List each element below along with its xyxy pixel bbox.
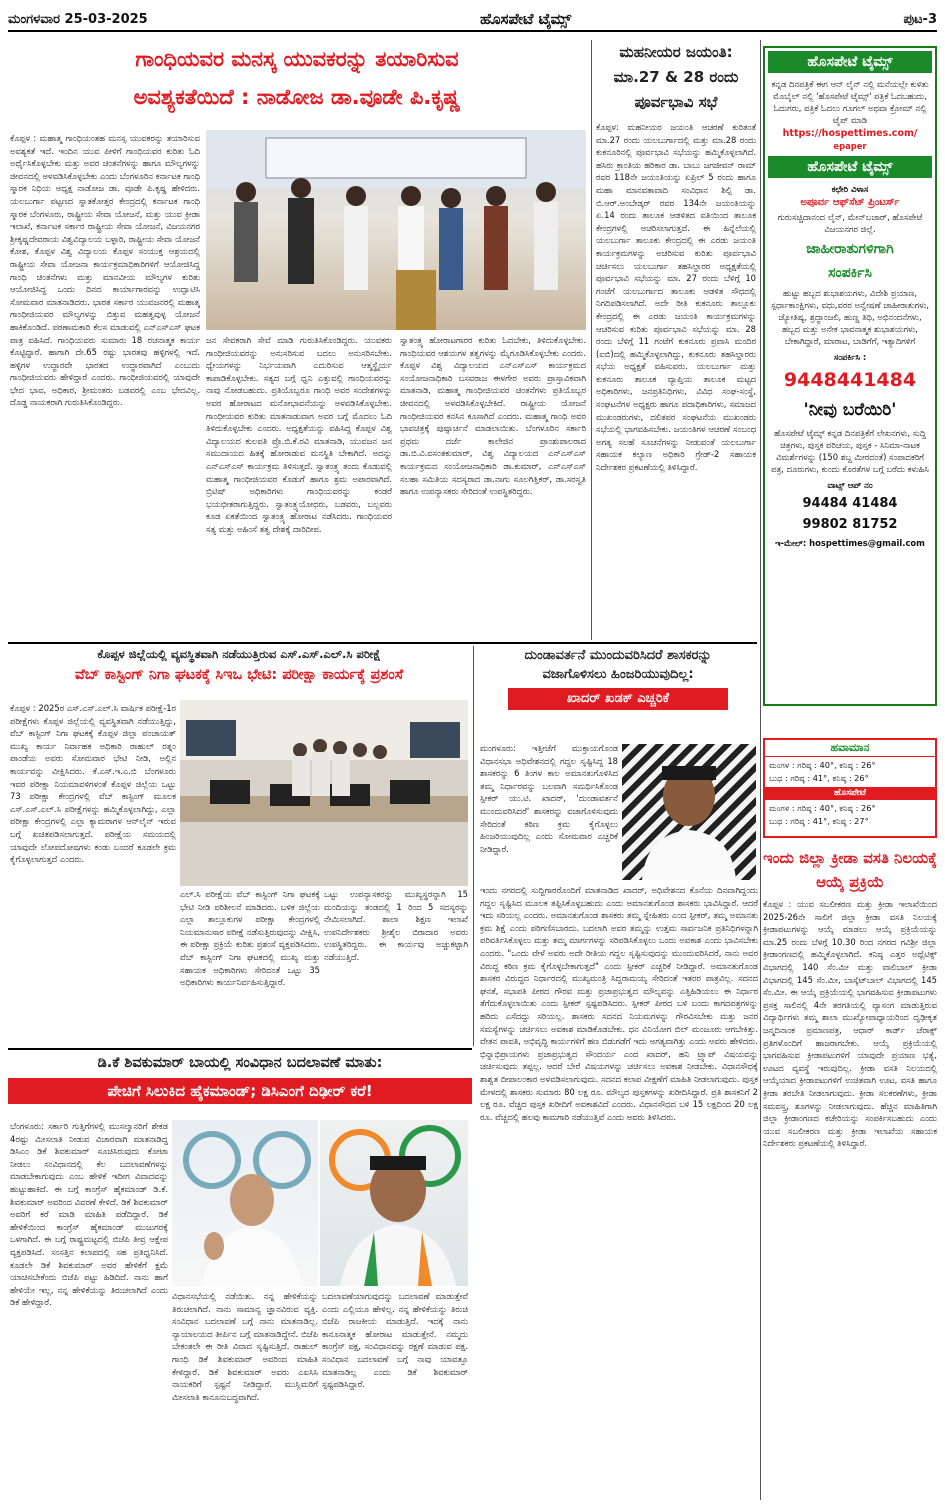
weather-day: ಬುಧ: [769, 816, 783, 826]
sslc-col-2-text: ಎಲ್.ಸಿ ಪರೀಕ್ಷೆಯ ವೆಬ್ ಕಾಸ್ಟಿಂಗ್ ನಿಗಾ ಘಟಕಕ್ಕೆ ಭೇಟಿ ನೀಡಿ ಪರಿಶೀಲನೆ ಮಾಡಿದರು. ಬಳಿಕ ಜಿಲ್ಲೆಯ ಎಲ್ಲಾ ತಾಲ್ಲೂಕುಗಳ ಪರೀಕ್ಷಾ ಕೇಂದ್ರಗಳಲ್ಲಿ ನಿಯಮಾನುಸಾರ ಪರೀಕ್ಷೆ ನಡೆಸುತ್ತಿರುವುದನ್ನು ವೀಕ್ಷಿಸಿ, ಈ ಪರೀಕ್ಷಾ ಪ್ರಕ್ರಿಯೆ ಕುರಿತು ಪ್ರಶಂಸೆ ವ್ಯಕ್ತಪಡಿಸಿದರು. ವೆಬ್ ಕಾಸ್ಟಿಂಗ್ ನಿಗಾ ಘಟಕದಲ್ಲಿ ಮುಖ್ಯ ಮತ್ತು ಸಹಾಯಕ ಅಧಿಕಾರಿಗಳು ಸೇರಿದಂತೆ ಒಟ್ಟು 35 ಅಧಿಕಾರಿಗಳು ಕಾರ್ಯನಿರ್ವಹಿಸುತ್ತಿದ್ದಾರೆ.: [180, 889, 320, 988]
khader-intro-text: ಮಂಗಳೂರು: ಇತ್ತೀಚೆಗೆ ಮುಕ್ತಾಯಗೊಂಡ ವಿಧಾನಸಭಾ ಅಧಿವೇಶನದಲ್ಲಿ ಗದ್ದಲ ಸೃಷ್ಟಿಸಿದ್ದ 18 ಶಾಸಕರನ್ನು 6 ತಿಂಗಳ ಕಾಲ ಅಮಾನತುಗೊಳಿಸಿದ ತಮ್ಮ ನಿರ್ಧಾರವನ್ನು ಬಲವಾಗಿ ಸಮರ್ಥಿಸಿಕೊಂಡ ಸ್ಪೀಕರ್ ಯು.ಟಿ. ಖಾದರ್, 'ದುಂಡಾವರ್ತನೆ ಮುಂದುವರಿಸಿದರೆ' ಶಾಸಕರನ್ನು ವಜಾಗೊಳಿಸುವುದು ಸೇರಿದಂತೆ ಕಠಿಣ ಕ್ರಮ ಕೈಗೊಳ್ಳಲು ಹಿಂಜರಿಯುವುದಿಲ್ಲ ಎಂದು ಸೋಮವಾರ ಎಚ್ಚರಿಕೆ ನೀಡಿದ್ದಾರೆ.: [480, 743, 618, 854]
page-number: ಪುಟ-3: [903, 11, 937, 27]
weather-rows: [765, 757, 935, 787]
sslc-col-3-text: ಒಟ್ಟು ಉಪನ್ಯಾಸಕರನ್ನು ಮುಖ್ಯಸ್ಥರನ್ನಾಗಿ 15 ಮಂದಿಯನ್ನು ತಂಡದಲ್ಲಿ 1 ರಿಂದ 5 ಸದಸ್ಯರನ್ನು ನೇಮಿಸಲಾಗಿದೆ. ಶಾಲಾ ಶಿಕ್ಷಣ ಇಲಾಖೆ ಉಪನಿರ್ದೇಶಕರು ಶ್ರೀಶೈಲ ಬಿರಾದಾರ ಅವರು ಉಪಸ್ಥಿತರಿದ್ದರು. ಈ ಕಾರ್ಯವು ಅಚ್ಚುಕಟ್ಟಾಗಿ ನಡೆಯುತ್ತಿದೆ.: [324, 889, 468, 962]
ad-phone-big: 9448441484: [783, 369, 917, 391]
sports-article: [763, 846, 937, 1500]
weather-row: [769, 759, 931, 772]
lead-col-1-text: ಕೊಪ್ಪಳ : ಮಹಾತ್ಮ ಗಾಂಧಿಯಂತಹ ಮನಸ್ಸ ಯುವಕರನ್ನು ತಯಾರಿಸುವ ಅವಶ್ಯಕತೆ ಇದೆ. ಇಂದಿನ ಯುವ ಪೀಳಿಗೆ ಗಾಂಧಿಯವರ ಕುರಿತು ಓದಿ ಅರ್ಥೈಸಿಕೊಳ್ಳಬೇಕು ಮತ್ತು ಅವರ ಚಿಂತನೆಗಳನ್ನು ಹಾಗೂ ಮೌಲ್ಯಗಳನ್ನು ಜೀವನದಲ್ಲಿ ಅಳವಡಿಸಿಕೊಳ್ಳಬೇಕು ಎಂದು ಬೆಂಗಳೂರಿನ ಕರ್ನಾಟಕ ಗಾಂಧಿ ಸ್ಮಾರಕ ನಿಧಿಯ ಅಧ್ಯಕ್ಷ ನಾಡೋಜ ಡಾ. ವೂಡೇ ಪಿ.ಕೃಷ್ಣ ಹೇಳಿದರು. ಯಲಬುರ್ಗಾ ಪಟ್ಟಣದ ಸ್ನಾತಕೋತ್ತರ ಕೇಂದ್ರದಲ್ಲಿ ಕರ್ನಾಟಕ ಗಾಂಧಿ ಸ್ಮಾರಕ ಬೆಂಗಳೂರು, ರಾಷ್ಟ್ರೀಯ ಸೇವಾ ಯೋಜನೆ, ಮತ್ತು ಯುವ ಕ್ರೀಡಾ ಇಲಾಖೆ, ಕರ್ನಾಟಕ ಸರ್ಕಾರ ರಾಷ್ಟ್ರೀಯ ಸೇವಾ ಯೋಜನೆ, ವಿಜಯನಗರ ಶ್ರೀಕೃಷ್ಣದೇವರಾಯ ವಿಶ್ವವಿದ್ಯಾಲಯ ಬಳ್ಳಾರಿ, ರಾಷ್ಟ್ರೀಯ ಸೇವಾ ಯೋಜನೆ ಕೋಶ, ಕೊಪ್ಪಳ ವಿಶ್ವ ವಿದ್ಯಾಲಯ ಕೊಪ್ಪಳ ಸಂಯುಕ್ತ ಆಶ್ರಯದಲ್ಲಿ ರಾಷ್ಟ್ರೀಯ ಸೇವಾ ಯೋಜನಾ ಕಾರ್ಯಕ್ರಮಾಧಿಕಾರಿಗಳಿಗೆ ಆಯೋಜಿಸಿದ್ದ ಗಾಂಧಿ ಚಿಂತನೆಗಳು ಮತ್ತು ಮಾನವೀಯ ಮೌಲ್ಯಗಳ ಕುರಿತು ಆಯೋಜಿಸಿದ್ದ ಒಂದು ದಿನದ ಕಾರ್ಯಾಗಾರವನ್ನು ಉದ್ಘಾಟಿಸಿ ಸೋಮವಾರ ಮಾತನಾಡಿದರು. ಭಾರತ ಸರ್ಕಾರ ಯುವಜನರಲ್ಲಿ ಮಹಾತ್ಮ ಗಾಂಧೀಜಿಯವರ ಮೌಲ್ಯಗಳನ್ನು ಬಿತ್ತುವ ಮಹತ್ವವುಳ್ಳ ಯೋಜನೆ ಹಾಕಿಕೊಂಡಿದೆ. ಪಠಣಾಮಕಾರಿ ಕೆಲಸ ಮಾಡುವಲ್ಲಿ ಎನ್‌ಎಸ್‌ಎಸ್ ಘಟಕ ಪಾತ್ರ ವಹಿಸಿದೆ. ಗಾಂಧಿಯವರು ಸುಮಾರು 18 ರಚನಾತ್ಮಕ ಕಾರ್ಯ ಕೊಟ್ಟಿದ್ದಾರೆ. ಹಾಗಾಗಿ ದೇ.65 ರಷ್ಟು ಭಾರತವು ಹಳ್ಳಿಗಳಲ್ಲಿ ಇದೆ. ಹಳ್ಳಿಗಳ ಉದ್ಧಾರವೇ ಭಾರತದ ಉದ್ಧಾರವಾಗಿದೆ ಎಂಬುದು ಗಾಂಧೀಜಿಯವರು ಹೇಳಿದ್ದಾರೆ ಎಂದರು. ಗಾಂಧೀಜಿಯವರಲ್ಲಿ ಯಾವುದೇ ಭೇದ ಭಾವ, ಅಧಿಕಾರ, ಶ್ರೀಮಂತರು ಬಡವರಲ್ಲಿ ಎಂಬ ಭೇದವಿಲ್ಲ. ದೊಡ್ಡ ನಾಯಕರಾಗಿ ಗುರುತಿಸಿಕೊಂಡಿದ್ದರು.: [10, 133, 200, 408]
khader-body: [480, 884, 758, 1502]
divider-sslc-right: [473, 646, 474, 1046]
dk-article: [8, 1052, 472, 1114]
ad-email: ಇ-ಮೇಲ್: hospettimes@gmail.com: [775, 538, 925, 548]
sslc-col-1: [10, 702, 176, 1042]
weather-row: [769, 815, 931, 828]
sslc-col-1-text: ಕೊಪ್ಪಳ : 2025ರ ಎಸ್.ಎಸ್.ಎಲ್.ಸಿ ವಾರ್ಷಿಕ ಪರೀಕ್ಷೆ-1ರ ಪರೀಕ್ಷೆಗಳು ಕೊಪ್ಪಳ ಜಿಲ್ಲೆಯಲ್ಲಿ ವ್ಯವಸ್ಥಿತವಾಗಿ ನಡೆಯುತ್ತಿದ್ದು, ವೆಬ್ ಕಾಸ್ಟಿಂಗ್ ನಿಗಾ ಘಟಕಕ್ಕೆ ಕೊಪ್ಪಳ ಜಿಲ್ಲಾ ಪಂಚಾಯತ್ ಮುಖ್ಯ ಕಾರ್ಯ ನಿರ್ವಾಹಕ ಅಧಿಕಾರಿ ರಾಹುಲ್ ರತ್ನಂ ಪಾಂಡೆಯ ಅವರು ಸೋಮವಾರ ಭೇಟಿ ನೀಡಿ, ಅಲ್ಲಿನ ಕಾರ್ಯವನ್ನು ವೀಕ್ಷಿಸಿದರು. ಕೆ.ಎಸ್.ಇ.ಎ.ಬಿ ಬೆಂಗಳೂರು ಇವರ ಪರೀಕ್ಷಾ ನಿಯಮಾವಳಿಗಳಂತೆ ಕೊಪ್ಪಳ ಜಿಲ್ಲೆಯ ಒಟ್ಟು 73 ಪರೀಕ್ಷಾ ಕೇಂದ್ರಗಳಲ್ಲಿ ವೆಬ್ ಕಾಸ್ಟಿಂಗ್ ಮೂಲಕ ಎಸ್.ಎಸ್.ಎಲ್.ಸಿ ಪರೀಕ್ಷೆಗಳನ್ನು ಹಮ್ಮಿಕೊಳ್ಳಲಾಗಿದ್ದು, ಎಲ್ಲಾ ಪರೀಕ್ಷಾ ಕೇಂದ್ರಗಳಲ್ಲಿ ಎಲ್ಲಾ ಕ್ಯಾಮರಾಗಳ ಆನ್‌ಲೈನ್ ಇರುವ ಬಗ್ಗೆ ಖಚಿತಪಡಿಸಲಾಗುತ್ತದೆ. ಪರೀಕ್ಷೆಯ ಸಮಯದಲ್ಲಿ ಯಾವುದೇ ಲೋಪದೋಷಗಳು ಕಂಡು ಬಂದರೆ ಕೂಡಲೇ ಕ್ರಮ ಕೈಗೊಳ್ಳಲಾಗುತ್ತದೆ ಎಂದರು.: [10, 703, 176, 865]
ad-ads-list: ಹುಟ್ಟು ಹಬ್ಬದ ಶುಭಾಶಯಗಳು, ವಿದೇಶಿ ಪ್ರಯಾಣ, ಸ್ಪರ್ಧಾಕಾಂಕ್ಷಿಗಳು, ವಧು,ವರರ ಅನ್ವೇಷಣೆ ಜಾಹೀರಾತುಗಳು, ಜ್ಯೋತಿಷ್ಯ, ಶ್ರದ್ಧಾಂಜಲಿ, ಹುಣ್ಣ ತಿಥಿ, ಅಭಿನಂದನೆಗಳು, ಹಬ್ಬದ ಮತ್ತು ಅನೇಕ ಭಾವನಾತ್ಮಕ ಶುಭಾಶಯಗಳು, ಬೇಕಾಗಿದ್ದಾರೆ, ಮಾರಾಟ, ಬಾಡಿಗೆಗೆ, ಇತ್ಯಾದಿಗಳಿಗೆ: [770, 288, 930, 346]
weather-text: : ಗರಿಷ್ಠ : 40°, ಕನಿಷ್ಠ : 26°: [791, 760, 876, 770]
lead-photo: [206, 130, 586, 330]
dk-headline-1: ಡಿ.ಕೆ ಶಿವಕುಮಾರ್ ಬಾಯಲ್ಲಿ ಸಂವಿಧಾನ ಬದಲಾವಣೆ ಮಾತು:: [97, 1055, 383, 1071]
lead-col-2: [206, 334, 392, 640]
ad-ads-title: ಜಾಹೀರಾತುಗಳಿಗಾಗಿ: [806, 241, 894, 257]
ad-whatsapp-label: ವಾಟ್ಸ್ ಆಪ್ ನಂ: [827, 480, 873, 490]
ad-address: ಗುರುಸಚ್ಚಿದಾನಂದ ಲೈನ್, ಮೇನ್‌ಬಜಾರ್, ಹೊಸಪೇಟೆ ವಿಜಯನಗರ ಜಿಲ್ಲೆ.: [777, 212, 923, 234]
khader-subhead: ಖಾದರ್ ಖಡಕ್ ಎಚ್ಚರಿಕೆ: [508, 688, 728, 710]
weather-day: ಬುಧ: [769, 773, 783, 783]
sslc-col-2: [180, 888, 320, 1042]
lead-headline-2: ಅವಶ್ಯಕತೆಯಿದೆ : ನಾಡೋಜ ಡಾ.ವೂಡೇ ಪಿ.ಕೃಷ್ಣ: [133, 85, 461, 109]
dk-photo-right: [320, 1120, 468, 1286]
mahaniya-article: [596, 40, 756, 640]
lead-headline-1: ಗಾಂಧಿಯವರ ಮನಸ್ಕ ಯುವಕರನ್ನು ತಯಾರಿಸುವ: [135, 47, 459, 71]
lead-col-3-text: ಸ್ವಾತಂತ್ರ್ಯ ಹೋರಾಟಗಾರರ ಕುರಿತು ಓದಬೇಕು, ತಿಳಿದುಕೊಳ್ಳಬೇಕು. ಗಾಂಧಿಯವರ ಆಶಯಗಳ ತತ್ವಗಳನ್ನು ಮೈಗೂಡಿಸಿಕೊಳ್ಳಬೇಕು ಎಂದರು. ಕೊಪ್ಪಳ ವಿಶ್ವ ವಿದ್ಯಾಲಯದ ಎನ್‌ಎಸ್‌ಎಸ್ ಕಾರ್ಯಕ್ರಮದ ಸಂಯೋಜನಾಧಿಕಾರಿ ಬಸವರಾಜ ಈಳಗೇರ ಅವರು ಪ್ರಾಸ್ತಾವಿಕವಾಗಿ ಮಾತನಾಡಿ, ಮಹಾತ್ಮ ಗಾಂಧೀಜಿಯವರ ಚಿಂತನೆಗಳು ಪ್ರತಿಯೊಬ್ಬರ ಜೀವನದಲ್ಲಿ ಅಳವಡಿಸಿಕೊಳ್ಳಬೇಕಿದೆ. ರಾಷ್ಟ್ರೀಯ ಯೋಜನೆ ಗಾಂಧೀಜಿಯವರ ಕನಸಿನ ಕೂಸಾಗಿದೆ ಎಂದರು. ಮಹಾತ್ಮ ಗಾಂಧಿ ಅವರ ಭಾವಚಿತ್ರಕ್ಕೆ ಪುಷ್ಪಾರ್ಚನೆ ಮಾಡಲಾಯಿತು. ಬೆಂಗಳೂರಿನ ಸರ್ಕಾರಿ ಪ್ರಥಮ ದರ್ಜೆ ಕಾಲೇಜಿನ ಪ್ರಾಂಶುಪಾಲರಾದ ಡಾ.ಬಿ.ವಿ.ವಸಂತಕುಮಾರ್, ವಿಶ್ವ ವಿದ್ಯಾಲಯದ ಎನ್‌ಎಸ್‌ಎಸ್ ಕಾರ್ಯಕ್ರಮದ ಸಂಯೋಜನಾಧಿಕಾರಿ ಡಾ.ಕುಮಾರ್, ಎನ್‌ಎಸ್‌ಎಸ್ ಸಲಹಾ ಸಮಿತಿಯ ಸದಸ್ಯರಾದ ಡಾ.ನಾಗು ಸೂಲಗಿತ್ತಿಕರ್, ಡಾ.ಸರಸ್ವತಿ ಹಾಗೂ ಉಪನ್ಯಾಸಕರು ಸೇರಿದಂತೆ ಉಪಸ್ಥಿತರಿದ್ದರು.: [400, 335, 586, 497]
weather-day: ಮಂಗಳ: [769, 760, 790, 770]
weather-city: ಹೊಸಪೇಟೆ: [765, 787, 935, 800]
dk-photo-right-image: [320, 1120, 468, 1286]
weather-text: : ಗರಿಷ್ಠ : 40°, ಕನಿಷ್ಠ : 26°: [791, 803, 876, 813]
weather-row: [769, 802, 931, 815]
dk-col-1: [10, 1120, 168, 1500]
khader-intro: [480, 742, 618, 882]
sports-headline: ಇಂದು ಜಿಲ್ಲಾ ಕ್ರೀಡಾ ವಸತಿ ನಿಲಯಕ್ಕೆ ಆಯ್ಕೆ ಪ್ರಕ್ರಿಯೆ: [763, 849, 937, 891]
page-header: [8, 8, 937, 32]
mahaniya-body-wrap: [596, 121, 756, 603]
masthead: ಹೊಸಪೇಟೆ ಟೈಮ್ಸ್: [479, 10, 572, 28]
dk-photo-left-image: [172, 1120, 318, 1286]
weather-text: : ಗರಿಷ್ಠ : 41°, ಕನಿಷ್ಠ : 26°: [785, 773, 869, 783]
lead-photo-image: [206, 130, 586, 330]
mahaniya-headline: ಮಹನೀಯರ ಜಯಂತಿ: ಮಾ.27 & 28 ರಂದು ಪೂರ್ವಭಾವಿ ಸಭೆ: [613, 43, 739, 111]
ad-logo-2: ಹೊಸಪೇಟೆ ಟೈಮ್ಸ್: [768, 156, 932, 178]
sports-body: ಕೊಪ್ಪಳ : ಯುವ ಸಬಲೀಕರಣ ಮತ್ತು ಕ್ರೀಡಾ ಇಲಾಖೆಯಿಂದ 2025-26ನೇ ಸಾಲಿಗೆ ಜಿಲ್ಲಾ ಕ್ರೀಡಾ ವಸತಿ ನಿಲಯಕ್ಕೆ ಕ್ರೀಡಾಪಟುಗಳನ್ನು ಆಯ್ಕೆ ಮಾಡಲು ಆಯ್ಕೆ ಪ್ರಕ್ರಿಯೆಯನ್ನು ಮಾ.25 ರಂದು ಬೆಳಗ್ಗೆ 10.30 ರಿಂದ ನಗರದ ಗವಿಶ್ರೀ ಜಿಲ್ಲಾ ಕ್ರೀಡಾಂಗಣದಲ್ಲಿ ಹಮ್ಮಿಕೊಳ್ಳಲಾಗಿದೆ. ಕನಿಷ್ಠ ಎತ್ತರ ಅಥ್ಲೆಟಿಕ್ಸ್ ವಿಭಾಗದಲ್ಲಿ 140 ಸೆಂ.ಮೀ ಮತ್ತು ವಾಲಿಬಾಲ್ ಕ್ರೀಡಾ ವಿಭಾಗದಲ್ಲಿ 145 ಸೆಂ.ಮೀ, ಬಾಸ್ಕೆಟ್‌ಬಾಲ್ ವಿಭಾಗದಲ್ಲಿ 145 ಸೆಂ.ಮೀ. ಈ ಆಯ್ಕೆ ಪ್ರಕ್ರಿಯೆಯಲ್ಲಿ ಭಾಗವಹಿಸುವ ಕ್ರೀಡಾಪಟುಗಳು ಪ್ರಸಕ್ತ ಸಾಲಿನಲ್ಲಿ 4ನೇ ತರಗತಿಯಲ್ಲಿ ವ್ಯಾಸಂಗ ಮಾಡುತ್ತಿರುವ ವಿದ್ಯಾರ್ಥಿಗಳು ತಮ್ಮ ಶಾಲಾ ಮುಖ್ಯೋಪಾಧ್ಯಾಯರಿಂದ ದೃಢೀಕೃತ ಜನ್ಮದಿನಾಂಕ ಪ್ರಮಾಣಪತ್ರ, ಆಧಾರ್ ಕಾರ್ಡ್ ಜೆರಾಕ್ಸ್ ಪ್ರತಿಗಳೊಂದಿಗೆ ಹಾಜರಾಗಬೇಕು. ಆಯ್ಕೆ ಪ್ರಕ್ರಿಯೆಯಲ್ಲಿ ಭಾಗವಹಿಸುವ ಕ್ರೀಡಾಪಟುಗಳಿಗೆ ಯಾವುದೇ ಪ್ರಯಾಣ ಭತ್ಯೆ, ಊಟದ ವ್ಯವಸ್ಥೆ ಇರುವುದಿಲ್ಲ. ಕ್ರೀಡಾ ವಸತಿ ನಿಲಯದಲ್ಲಿ ಆಯ್ಕೆಯಾದ ಕ್ರೀಡಾಪಟುಗಳಿಗೆ ಉಚಿತವಾಗಿ ಊಟ, ವಸತಿ ಹಾಗೂ ಕ್ರೀಡಾ ತರಬೇತಿ ನೀಡಲಾಗುವುದು. ಕ್ರೀಡಾ ಸಲಕರಣೆಗಳು, ಕ್ರೀಡಾ ಸಮವಸ್ತ್ರ, ಶೂಗಳನ್ನು ನೀಡಲಾಗುವುದು. ಹೆಚ್ಚಿನ ಮಾಹಿತಿಗಾಗಿ ಜಿಲ್ಲಾ ಕ್ರೀಡಾಂಗಣದ ಕಚೇರಿಯನ್ನು ಸಂಪರ್ಕಿಸಬಹುದು ಎಂದು ಯುವ ಸಬಲೀಕರಣ ಮತ್ತು ಕ್ರೀಡಾ ಇಲಾಖೆಯ ಸಹಾಯಕ ನಿರ್ದೇಶಕರು ಪ್ರಕಟಣೆಯಲ್ಲಿ ತಿಳಿಸಿದ್ದಾರೆ.: [763, 899, 937, 1149]
lead-col-1: [10, 132, 200, 640]
weather-text: : ಗರಿಷ್ಠ : 41°, ಕನಿಷ್ಠ : 27°: [785, 816, 869, 826]
ad-contact-label: ಸಂಪರ್ಕಿಸಿ :: [833, 352, 867, 362]
sslc-headline-2: ವೆಬ್ ಕಾಸ್ಟಿಂಗ್ ನಿಗಾ ಘಟಕಕ್ಕೆ ಸಿಇಒ ಭೇಟಿ: ಪರೀಕ್ಷಾ ಕಾರ್ಯಕ್ಕೆ ಪ್ರಶಂಸೆ: [74, 667, 404, 683]
ad-contact-title: ಸಂಪರ್ಕಿಸಿ: [828, 265, 872, 281]
divider-lead-right: [591, 40, 592, 640]
ad-office-label: ಕಛೇರಿ ವಿಳಾಸ: [831, 184, 869, 194]
ad-neevu-text: ಹೊಸಪೇಟೆ ಟೈಮ್ಸ್ ಕನ್ನಡ ದಿನಪತ್ರಿಕೆಗೆ ಲೇಖನಗಳು, ಸುದ್ದಿ ಚಿತ್ರಗಳು, ಪುಸ್ತಕ ಪರಿಚಯ, ಪುಸ್ತಕ - ಸಿನಿಮಾ-ನಾಟಕ ವಿಮರ್ಶೆಗಳನ್ನು (150 ಶಬ್ದ ಮೀರದಂತೆ) ಸಂಪಾದಕರಿಗೆ ಪತ್ರ, ದೂರುಗಳು, ಕುಂದು ಕೊರತೆಗಳ ಬಗ್ಗೆ ಬರೆದು ಕಳುಹಿಸಿ: [771, 428, 929, 474]
weather-row: [769, 772, 931, 785]
ad-url[interactable]: https://hospettimes.com/: [782, 128, 918, 139]
dk-col-1-text: ಬೆಂಗಳೂರು: ಸರ್ಕಾರಿ ಗುತ್ತಿಗೆಗಳಲ್ಲಿ ಮುಸಲ್ಮಾನರಿಗೆ ಶೇಕಡ 4ರಷ್ಟು ಮೀಸಲಾತಿ ನೀಡುವ ವಿಚಾರವಾಗಿ ಮಾತನಾಡಿದ್ದ ಡಿಸಿಎಂ ಡಿಕೆ ಶಿವಕುಮಾರ್ ಸೂಚಿಸಿರುವುದು ಕೋಟಾ ನೀಡಲು ಸಂವಿಧಾನದಲ್ಲಿ ಕೆಲ ಬದಲಾವಣೆಗಳನ್ನು ಮಾಡಬೇಕಾಗುವುದು ಎಂಬ ಹೇಳಿಕೆ ಇದೀಗ ವಿವಾದವನ್ನು ಹುಟ್ಟುಹಾಕಿದೆ. ಈ ಬಗ್ಗೆ ಕಾಂಗ್ರೆಸ್ ಹೈಕಮಾಂಡ್ ಡಿ.ಕೆ. ಶಿವಕುಮಾರ್ ಅವರಿಂದ ವಿವರಣೆ ಕೇಳಿದೆ. ಡಿಕೆ ಶಿವಕುಮಾರ್ ಅವರಿಗೆ ಕರೆ ಮಾಡಿ ಮಾಹಿತಿ ಪಡೆದಿದ್ದಾರೆ. ಡಿಕೆ ಹೇಳಿಕೆಯಿಂದ ಕಾಂಗ್ರೆಸ್ ಹೈಕಮಾಂಡ್ ಮುಜುಗರಕ್ಕೆ ಒಳಗಾಗಿದೆ. ಈ ಬಗ್ಗೆ ರಾಷ್ಟ್ರಮಟ್ಟದಲ್ಲಿ ಬಿಜೆಪಿ ತೀವ್ರ ಆಕ್ಷೇಪ ವ್ಯಕ್ತಪಡಿಸಿದೆ. ಸಂಸತ್ತಿನ ಕಲಾಪದಲ್ಲಿ ಸಹ ಪ್ರತಿಧ್ವನಿಸಿದೆ. ಕೂಡಲೇ ಡಿಕೆ ಶಿವಕುಮಾರ್ ಅವರ ಹೇಳಿಕೆಗೆ ಕ್ಷಮೆ ಯಾಚಿಸಬೇಕೆಂದು ಬಿಜೆಪಿ ಪಟ್ಟು ಹಿಡಿದಿದೆ. ನಾನು ಹಾಗೆ ಹೇಳಿಯೇ ಇಲ್ಲ, ನನ್ನ ಹೇಳಿಕೆಯನ್ನು ತಿರುಚಲಾಗಿದೆ ಎಂದು ಡಿಕೆ ಹೇಳಿದ್ದಾರೆ.: [10, 1121, 168, 1308]
sslc-photo: [180, 700, 468, 886]
ad-epaper[interactable]: epaper: [833, 141, 867, 151]
lead-col-3: [400, 334, 586, 640]
dk-col-3: [322, 1290, 468, 1500]
khader-photo: [622, 744, 756, 880]
issue-date: ಮಂಗಳವಾರ 25-03-2025: [8, 11, 148, 27]
mahaniya-body: ಕೊಪ್ಪಳ: ಮಹನೀಯರ ಜಯಂತಿ ಆಚರಣೆ ಕುರಿತಂತೆ ಮಾ.27 ರಂದು ಯಲಬುರ್ಗಾದಲ್ಲಿ ಮತ್ತು ಮಾ.28 ರಂದು ಕುಕನೂರಿನಲ್ಲಿ ಪೂರ್ವಭಾವಿ ಸಭೆಯನ್ನು ಹಮ್ಮಿಕೊಳ್ಳಲಾಗಿದೆ. ಹಸಿರು ಕ್ರಾಂತಿಯ ಹರಿಕಾರ ಡಾ. ಬಾಬು ಜಗಜೀವನ್ ರಾಮ್ ರವರ 118ನೇ ಜಯಂತಿಯನ್ನು ಏಪ್ರಿಲ್ 5 ರಂದು ಹಾಗೂ ಮಹಾ ಮಾನವತಾವಾದಿ ಸಂವಿಧಾನ ಶಿಲ್ಪಿ ಡಾ. ಬಿ.ಆರ್.ಅಂಬೇಡ್ಕರ್ ರವರ 134ನೇ ಜಯಂತಿಯನ್ನು ಏ.14 ರಂದು ತಾಲೂಕ ಆಡಳಿತದ ವತಿಯಿಂದ ತಾಲೂಕ ಕೇಂದ್ರಗಳಲ್ಲಿ ಆಚರಿಸಲಾಗುತ್ತದೆ. ಈ ಹಿನ್ನೆಲೆಯಲ್ಲಿ ಯಲಬುರ್ಗಾ ತಾಲೂಕು ಕೇಂದ್ರದಲ್ಲಿ ಈ ಎರಡು ಜಯಂತಿ ಕಾರ್ಯಕ್ರಮಗಳನ್ನು ಅಚರಿಸುವ ಕುರಿತು ಪೂರ್ವಭಾವಿ ಚರ್ಚಿಸಲು ಯಲಬುರ್ಗಾ ತಹಸಿಲ್ದಾರರ ಅಧ್ಯಕ್ಷತೆಯಲ್ಲಿ ಪೂರ್ವಭಾವಿ ಸಭೆಯನ್ನು ಮಾ. 27 ರಂದು ಬೆಳಿಗ್ಗೆ 10 ಗಂಟೆಗೆ ಯಲಬುರ್ಗಾದ ತಾಲೂಕು ಆಡಳಿತ ಸೌಧದಲ್ಲಿ ನಿಗದಿಪಡಿಸಲಾಗಿದೆ. ಅದೇ ರೀತಿ ಕುಕನೂರು ತಾಲ್ಲೂಕು ಕೇಂದ್ರದಲ್ಲಿ ಈ ಎರಡು ಜಯಂತಿ ಕಾರ್ಯಕ್ರಮಗಳನ್ನು ಆಚರಿಸುವ ಕುರಿತು ಪೂರ್ವಭಾವಿ ಸಭೆಯನ್ನು ಮಾ. 28 ರಂದು ಬೆಳಿಗ್ಗೆ 11 ಗಂಟೆಗೆ ಕುಕನೂರು ಪ್ರವಾಸಿ ಮಂದಿರ (ಐಬಿ)ದಲ್ಲಿ ಹಮ್ಮಿಕೊಳ್ಳಲಾಗಿದ್ದು, ಕುಕನೂರು ತಹಸಿಲ್ದಾರರು ಸಭೆಯ ಅಧ್ಯಕ್ಷತೆ ವಹಿಸುವರು. ಯಲಬುರ್ಗಾ ಮತ್ತು ಕುಕನೂರು ತಾಲೂಕ ವ್ಯಾಪ್ತಿಯ ತಾಲೂಕ ಮಟ್ಟದ ಅಧಿಕಾರಿಗಳು, ಜನಪ್ರತಿನಿಧಿಗಳು, ವಿವಿಧ ಸಂಘ-ಸಂಸ್ಥೆ, ಸಂಘಟನೆಗಳ ಅಧ್ಯಕ್ಷರು ಹಾಗೂ ಪದಾಧಿಕಾರಿಗಳು, ಸಮಾಜದ ಮುಖಂಡರುಗಳು, ದಲಿತಪರ ಸಂಘಟನೆಯ ಮುಖಂಡರು ಸಭೆಯಲ್ಲಿ ಭಾಗವಹಿಸಬೇಕು. ಜಯಂತಿಗಳ ಆಚರಣೆ ಸಂಬಂಧ ಅಗತ್ಯ ಸಲಹೆ ಸೂಚನೆಗಳನ್ನು ನೀಡುವಂತೆ ಯಲಬುರ್ಗಾ ಸಹಾಯಕ ಕಲ್ಯಾಣ ಅಧಿಕಾರಿ ಗ್ರೇಡ್-2 ಸಹಾಯಕ ನಿರ್ದೇಶಕರ ಪ್ರಕಟಣೆಯಲ್ಲಿ ತಿಳಿಸಿದ್ದಾರೆ.: [596, 122, 756, 473]
divider-dk-top: [8, 1048, 472, 1050]
sslc-col-3: [324, 888, 468, 1042]
dk-col-2-text: ವಿಧಾನಸಭೆಯಲ್ಲಿ ನಡೆಯಿತು. ನನ್ನ ಹೇಳಿಕೆಯನ್ನು ತಿರುಚಲಾಗಿದೆ. ನಾನು ಸಾಮಾನ್ಯ ಜ್ಞಾನವಿರುವ ವ್ಯಕ್ತಿ. ಸಂವಿಧಾನ ಬದಲಾವಣೆ ಬಗ್ಗೆ ನಾನು ಮಾತನಾಡಿಲ್ಲ. ನ್ಯಾಯಾಲಯದ ತೀರ್ಪಿನ ಬಗ್ಗೆ ಮಾತನಾಡಿದ್ದೇನೆ. ಬಿಜೆಪಿ ಬೇಕಂತಲೇ ಈ ರೀತಿ ವಿವಾದ ಸೃಷ್ಟಿಸುತ್ತಿದೆ. ರಾಹುಲ್ ಗಾಂಧಿ ಡಿಕೆ ಶಿವಕುಮಾರ್ ಅವರಿಂದ ಮಾಹಿತಿ ಕೇಳಿದ್ದಾರೆ. ಡಿಕೆ ಶಿವಕುಮಾರ್ ಅವರು ಎಐಸಿಸಿ ನಾಯಕರಿಗೆ ಸ್ಪಷ್ಟನೆ ನೀಡಿದ್ದಾರೆ. ಮುಸ್ಲಿಮರಿಗೆ ಮೀಸಲಾತಿ ಕಾನೂನುಬದ್ಧವಾಗಿದೆ.: [172, 1291, 318, 1402]
khader-body-text: ಇಂದು ನಗರದಲ್ಲಿ ಸುದ್ದಿಗಾರರೊಂದಿಗೆ ಮಾತನಾಡಿದ ಖಾದರ್, ಅಧಿವೇಶನದ ಕೊನೆಯ ದಿನವಾಗಿದ್ದಂದು ಗದ್ದಲ ಸೃಷ್ಟಿಸಿದ ಮೂಲಕ ತಪ್ಪಿಸಿಕೊಳ್ಳಬಹುದು ಎಂದು ಅಮಾನತುಗೊಂಡ ಶಾಸಕರು ಭಾವಿಸಿದ್ದಾರೆ. ಆದರೆ ಇದು ಸರಿಯಲ್ಲ ಎಂದರು. ಅಮಾನತುಗೊಂಡ ಶಾಸಕರು ತಮ್ಮ ಸ್ನೇಹಿತರು ಎಂದ ಸ್ಪೀಕರ್, ತಮ್ಮ ಅಮಾನತು ಕ್ರಮ ಶಿಕ್ಷೆ ಎಂದು ಪರಿಗಣಿಸಬಾರದು. ಬದಲಾಗಿ ಅವರ ತಮ್ಮನ್ನು ಉತ್ತಮ ಸಾರ್ವಜನಿಕ ಪ್ರತಿನಿಧಿಗಳನ್ನಾಗಿ ಪರಿವರ್ತಿಸಿಕೊಳ್ಳಲು ಮತ್ತು ತಮ್ಮ ಮಾರ್ಗಗಳನ್ನು ಸರಿಪಡಿಸಿಕೊಳ್ಳಲು ಒಂದು ಅವಕಾಶ ಎಂದು ಭಾವಿಸಬೇಕು ಎಂದರು. "ಒಂದು ವೇಳೆ ಅವರು ಅದೇ ರೀತಿಯ ಗದ್ದಲ ಸೃಷ್ಟಿಸುವುದನ್ನು ಮುಂದುವರಿಸಿದರೆ, ನಾನು ಅವರ ವಿರುದ್ಧ ಕಠಿಣ ಕ್ರಮ ಕೈಗೊಳ್ಳಬೇಕಾಗುತ್ತದೆ" ಎಂದು ಸ್ಪೀಕರ್ ಎಚ್ಚರಿಕೆ ನೀಡಿದ್ದಾರೆ. ಅಮಾನತುಗೊಂಡ ಶಾಸಕರ ವಿರುದ್ಧದ ನಿರ್ಧಾರದಲ್ಲಿ ಮುಖ್ಯಮಂತ್ರಿ ಸಿದ್ದರಾಮಯ್ಯ ಸೇರಿದಂತೆ ಇತರರ ಪಾತ್ರವಿಲ್ಲ. ಸದನದ ಘನತೆ, ಸಭಾಪತಿ ಪೀಠದ ಗೌರವ ಮತ್ತು ಪ್ರಜಾಪ್ರಭುತ್ವದ ಮೌಲ್ಯವನ್ನು ಎತ್ತಿಹಿಡಿಯಲು ಈ ನಿರ್ಧಾರ ತೆಗೆದುಕೊಳ್ಳಲಾಯಿತು ಎಂದು ಸ್ಪೀಕರ್ ಸ್ಪಷ್ಟಪಡಿಸಿದರು. ಸ್ಪೀಕರ್ ಪೀಠದ ಬಳಿ ಬಂದು ಕಾಗದಪತ್ರಗಳನ್ನು ಹರಿದು ಎಸೆದದ್ದು ಸರಿಯಲ್ಲ. ಶಾಸಕರು ಸದನದ ನಿಯಮಗಳನ್ನು ಗೌರವಿಸಬೇಕು ಮತ್ತು ಜನರ ಸಮಸ್ಯೆಗಳನ್ನು ಚರ್ಚಿಸಲು ಅವಕಾಶ ಮಾಡಿಕೊಡಬೇಕು. ಧನ ವಿನಿಯೋಗ ಬಿಲ್ ಮಂಜೂರು ಆಗಬೇಕಿತ್ತು. ವೇತನ ಪಾವತಿ, ಅಭಿವೃದ್ಧಿ ಕಾರ್ಯಗಳಿಗೆ ಹಣ ಬಿಡುಗಡೆಗೆ ಇದು ಅಗತ್ಯವಾಗಿತ್ತು ಎಂದು ಅವರು ಹೇಳಿದರು. ಭಿನ್ನಾಭಿಪ್ರಾಯಗಳು ಪ್ರಜಾಪ್ರಭುತ್ವದ ಸೌಂದರ್ಯ ಎಂದ ಖಾದರ್, ಹನಿ ಟ್ರ್ಯಾಪ್ ವಿಷಯವನ್ನು ಚರ್ಚಿಸುವುದು ತಪ್ಪಲ್ಲ. ಆದರೆ ಬೇರೆ ವಿಷಯಗಳನ್ನು ಚರ್ಚಿಸಲು ಅವಕಾಶ ನೀಡಬೇಕು. ವಿಧಾನಸೌಧಕ್ಕೆ ಶಾಶ್ವತ ದೀಪಾಲಂಕಾರ ಅಳವಡಿಸಲಾಗುವುದು. ಸದನದ ಕಲಾಪ ವೀಕ್ಷಣೆಗೆ ಮಾಹಿತಿ ನೀಡಲಾಗುವುದು. ಪುಸ್ತಕ ಮೇಳದಲ್ಲಿ ಶಾಸಕರು ಸುಮಾರು 80 ಲಕ್ಷ ರೂ. ಮೌಲ್ಯದ ಪುಸ್ತಕಗಳನ್ನು ಖರೀದಿಸಿದ್ದಾರೆ. ಪ್ರತಿ ಶಾಸಕನಿಗೆ 2 ಲಕ್ಷ ರೂ. ವೆಚ್ಚದ ಪುಸ್ತಕ ಖರೀದಿಗೆ ಅವಕಾಶವಿದೆ ಎಂದರು. ವಿಧಾನಸೌಧದ ಬಳಿ 15 ಲಕ್ಷದಿಂದ 20 ಲಕ್ಷ ರೂ. ವೆಚ್ಚದಲ್ಲಿ ಹಲವು ಕಾಮಗಾರಿ ನಡೆಯುತ್ತಿವೆ ಎಂದು ಅವರು ತಿಳಿಸಿದರು.: [480, 885, 758, 1122]
dk-photo-left: [172, 1120, 318, 1286]
ad-online-text: ಕನ್ನಡ ದಿನಪತ್ರಿಕೆ ಈಗ ಆನ್ ಲೈನ್ ನಲ್ಲಿ ಮನೆಯಲ್ಲೇ ಕುಳಿತು ಮೊಬೈಲ್ ನಲ್ಲಿ 'ಹೊಸಪೇಟೆ ಟೈಮ್ಸ್' ಪತ್ರಿಕೆ ಓದಬಹುದು, ಓದುಗರು, ಪತ್ರಿಕೆ ಓದಲು ಗೂಗಲ್ ಅಥವಾ ಕ್ರೋಮ್ ನಲ್ಲಿ ಟೈಪ್ ಮಾಡಿ: [771, 79, 929, 125]
sslc-headline-1: ಕೊಪ್ಪಳ ಜಿಲ್ಲೆಯಲ್ಲಿ ವ್ಯವಸ್ಥಿತವಾಗಿ ನಡೆಯುತ್ತಿರುವ ಎಸ್.ಎಸ್.ಎಲ್.ಸಿ ಪರೀಕ್ಷೆ: [97, 647, 381, 661]
lead-col-2-text: ಜನ ಸೇವಕರಾಗಿ ಸೇವೆ ಮಾಡಿ ಗುರುತಿಸಿಕೊಂಡಿದ್ದರು. ಯುವಕರು ಗಾಂಧೀಜಿಯವರನ್ನು ಅನುಸರಿಸುವ ಬದಲು ಅನುಸರಿಸಬೇಕು. ಧ್ಯೇಯಗಳನ್ನು ನಿರ್ಭಯವಾಗಿ ಎದುರಿಸುವ ಆತ್ಮಸ್ಥೈರ್ಯ ಕಾಪಾಡಿಕೊಳ್ಳಬೇಕು. ಸತ್ಯದ ಬಗ್ಗೆ ಧ್ವನಿ ಎತ್ತುವಲ್ಲಿ ಗಾಂಧಿಯವರನ್ನು ನಾವು ನೋಡಬಹುದು. ಪ್ರತಿಯೊಬ್ಬರೂ ಗಾಂಧಿ ಅವರ ಸಂದೇಶಗಳನ್ನು ಅವರ ಹೋರಾಟದ ಮನೋಭಾವನೆಯನ್ನು ಅಳವಡಿಸಿಕೊಳ್ಳಬೇಕು. ಗಾಂಧೀಯವರ ಕುರಿತು ಮಾತನಾಡುವಾಗ ಅವರ ಬಗ್ಗೆ ಮೊದಲು ಓದಿ ತಿಳಿದುಕೊಳ್ಳಬೇಕು ಎಂದರು. ಅಧ್ಯಕ್ಷತೆಯನ್ನು ವಹಿಸಿದ್ದ ಕೊಪ್ಪಳ ವಿಶ್ವ ವಿದ್ಯಾಲಯದ ಕುಲಪತಿ ಪ್ರೊ.ಬಿ.ಕೆ.ರವಿ ಮಾತನಾಡಿ, ಯುವಜನ ಜನ ಸಮುದಾಯದ ಹಿತಕ್ಕೆ ಹೋರಾಡುವ ಮನಸ್ಥಿತಿ ಬೇಕಾಗಿದೆ. ಅದನ್ನು ಎನ್‌ಎಸ್‌ಎಸ್ ಕಾರ್ಯಕ್ರಮ ತಿಳಿಸುತ್ತದೆ. ಸ್ವಾತಂತ್ರ್ಯ ತಂದು ಕೊಡುವಲ್ಲಿ ಮಹಾತ್ಮ ಗಾಂಧೀಜಿಯವರ ಕೊಡುಗೆ ಹಾಗೂ ಶ್ರಮ ಅಪಾರವಾಗಿದೆ. ಬ್ರಿಟಿಷ್ ಅಧಿಕಾರಿಗಳು ಗಾಂಧಿಯವರನ್ನು ಕಂಡರೆ ಭಯಭೀತರಾಗುತ್ತಿದ್ದರು. ಸ್ವಾತಂತ್ರ್ಯಯೋಧರು, ಬಡವರು, ಬಲ್ಲವರು ಕೂಡ ಏಕತೆಯಿಂದ ಸ್ವಾತಂತ್ರ್ಯ ಹೋರಾಟ ನಡೆಸಿದರು. ಗಾಂಧಿಯವರ ಸತ್ಯ ಮತ್ತು ಅಹಿಂಸೆ ತತ್ವ ದೇಶಕ್ಕೆ ದಾರಿದೀಪ.: [206, 335, 392, 534]
weather-day: ಮಂಗಳ: [769, 803, 790, 813]
divider-mid: [8, 642, 757, 644]
ad-panel: [763, 46, 937, 706]
weather-title: ಹವಾಮಾನ: [765, 740, 935, 757]
khader-headline-1: ದುಂಡಾವರ್ತನೆ ಮುಂದುವರಿಸಿದರೆ ಶಾಸಕರನ್ನು: [524, 648, 712, 663]
ad-phone-2: 99802 81752: [802, 517, 898, 532]
ad-phone-1: 94484 41484: [802, 496, 898, 511]
khader-headline-2: ವಜಾಗೊಳಿಸಲು ಹಿಂಜರಿಯುವುದಿಲ್ಲ:: [542, 667, 694, 682]
ad-neevu-bareyiri: 'ನೀವು ಬರೆಯಿರಿ': [803, 400, 897, 420]
weather-box: [763, 738, 937, 838]
khader-article: [478, 646, 758, 746]
ad-logo-1: ಹೊಸಪೇಟೆ ಟೈಮ್ಸ್: [768, 51, 932, 73]
divider-right-col: [760, 40, 761, 1500]
sports-body-wrap: [763, 898, 937, 1468]
weather-rows-2: [765, 800, 935, 830]
sslc-photo-image: [180, 700, 468, 886]
ad-printer: ಅಪೂರ್ವ ಆಫ್‌ಸೆಟ್ ಪ್ರಿಂಟರ್ಸ್: [800, 197, 900, 208]
dk-col-3-text: ಬದಲಾವಣೆಯಾಗುವುದನ್ನು ಬದಲಾವಣೆ ಮಾಡುತ್ತೇವೆ ಎಂದು ಎಲ್ಲಿಯೂ ಹೇಳಿಲ್ಲ. ನನ್ನ ಹೇಳಿಕೆಯನ್ನು ತಿರುಚಿ ಬಿಜೆಪಿ ರಾಜಕೀಯ ಮಾಡುತ್ತಿದೆ. ಇದಕ್ಕೆ ನಾನು ಕಾನೂನಾತ್ಮಕ ಹೋರಾಟ ಮಾಡುತ್ತೇನೆ. ನಮ್ಮದು ಕಾಂಗ್ರೆಸ್ ಪಕ್ಷ, ಸಂವಿಧಾನವನ್ನು ರಕ್ಷಣೆ ಮಾಡುವ ಪಕ್ಷ. ಸಂವಿಧಾನ ಬದಲಾವಣೆ ಬಗ್ಗೆ ನಾವು ಯಾವತ್ತೂ ಮಾತನಾಡಿಲ್ಲ ಎಂದು ಡಿಕೆ ಶಿವಕುಮಾರ್ ಸ್ಪಷ್ಟಪಡಿಸಿದ್ದಾರೆ.: [322, 1291, 468, 1390]
dk-headline-2: ಪೇಚಿಗೆ ಸಿಲುಕಿದ ಹೈಕಮಾಂಡ್; ಡಿಸಿಎಂಗೆ ದಿಢೀರ್ ಕರೆ!: [8, 1078, 472, 1104]
dk-col-2: [172, 1290, 318, 1500]
khader-portrait: [622, 744, 756, 880]
